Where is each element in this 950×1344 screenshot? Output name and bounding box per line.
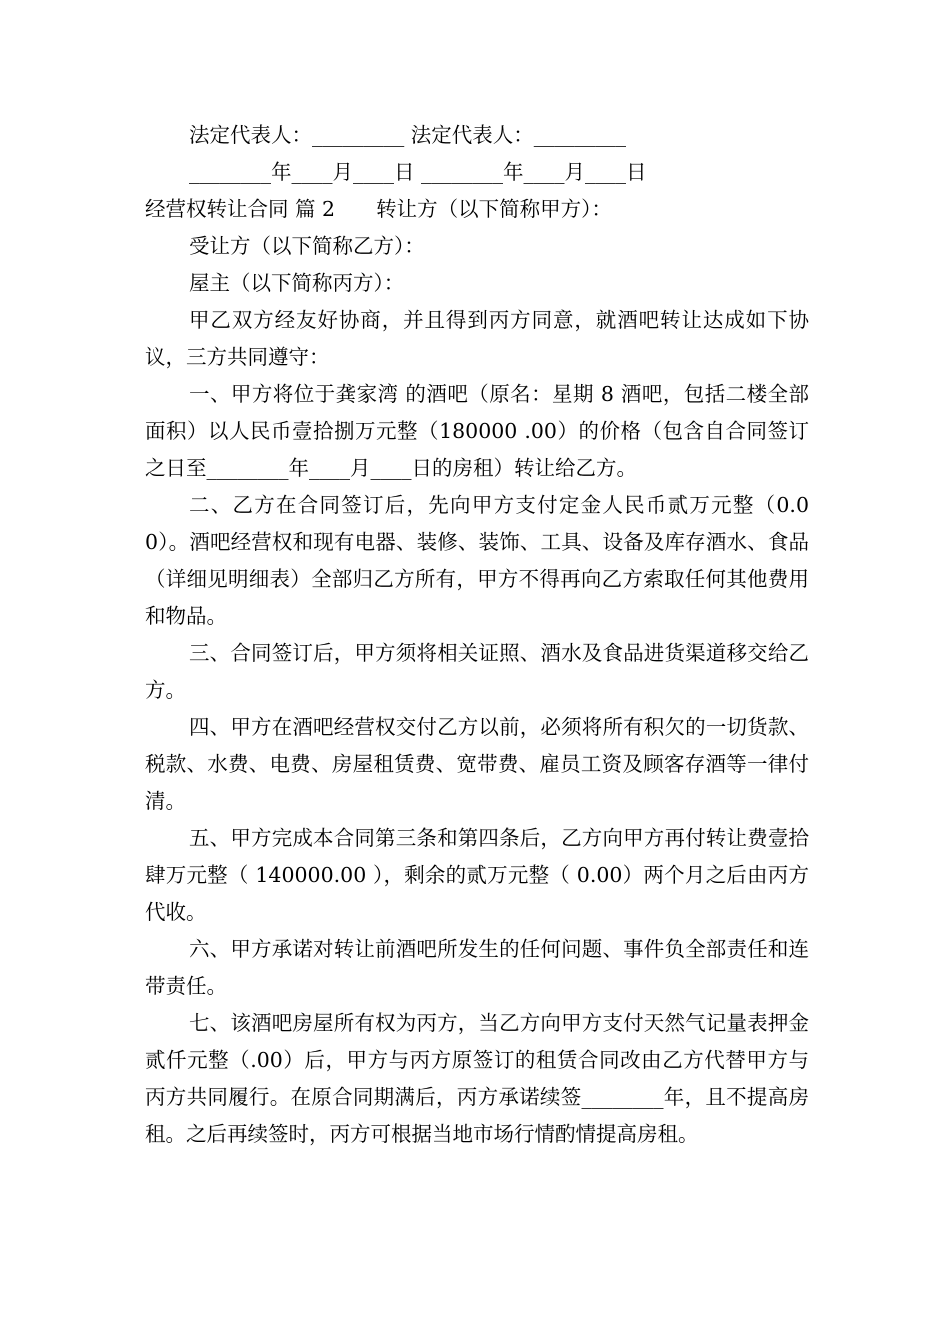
clause-2: 二、乙方在合同签订后，先向甲方支付定金人民币贰万元整（0.00）。酒吧经营权和现有电器、装修、装饰、工具、设备及库存酒水、食品（详细见明细表）全部归乙方所有，甲方不得再向乙方索取任何其他费用和物品。 (145, 493, 809, 628)
clause-7: 七、该酒吧房屋所有权为丙方，当乙方向甲方支付天然气记量表押金贰仟元整（.00）后，甲方与丙方原签订的租赁合同改由乙方代替甲方与丙方共同履行。在原合同期满后，丙方承诺续签________年，且不提高房租。之后再续签时，丙方可根据当地市场行情酌情提高房租。 (145, 1011, 809, 1146)
signature-date-line: ________年____月____日 ________年____月____日 (189, 160, 647, 184)
intro-paragraph: 甲乙双方经友好协商，并且得到丙方同意，就酒吧转让达成如下协议，三方共同遵守： (145, 308, 809, 369)
document-page (145, 117, 809, 1153)
clause-1: 一、甲方将位于龚家湾 的酒吧（原名：星期 8 酒吧，包括二楼全部面积）以人民币壹拾捌万元整（180000 .00）的价格（包含自合同签订之日至________年____月____日的房租）转让给乙方。 (145, 382, 809, 480)
clause-5: 五、甲方完成本合同第三条和第四条后，乙方向甲方再付转让费壹拾肆万元整（ 140000.00 ），剩余的贰万元整（ 0.00）两个月之后由丙方代收。 (145, 826, 809, 924)
contract-title-line: 经营权转让合同 篇 2 转让方（以下简称甲方）： (145, 197, 612, 221)
clause-4: 四、甲方在酒吧经营权交付乙方以前，必须将所有积欠的一切货款、税款、水费、电费、房屋租赁费、宽带费、雇员工资及顾客存酒等一律付清。 (145, 715, 809, 813)
clause-6: 六、甲方承诺对转让前酒吧所发生的任何问题、事件负全部责任和连带责任。 (145, 937, 809, 998)
party-c-line: 屋主（以下简称丙方）： (189, 271, 405, 295)
signature-representative-line: 法定代表人：_________ 法定代表人：_________ (189, 123, 627, 147)
clause-3: 三、合同签订后，甲方须将相关证照、酒水及食品进货渠道移交给乙方。 (145, 641, 809, 702)
party-b-line: 受让方（以下简称乙方）： (189, 234, 425, 258)
